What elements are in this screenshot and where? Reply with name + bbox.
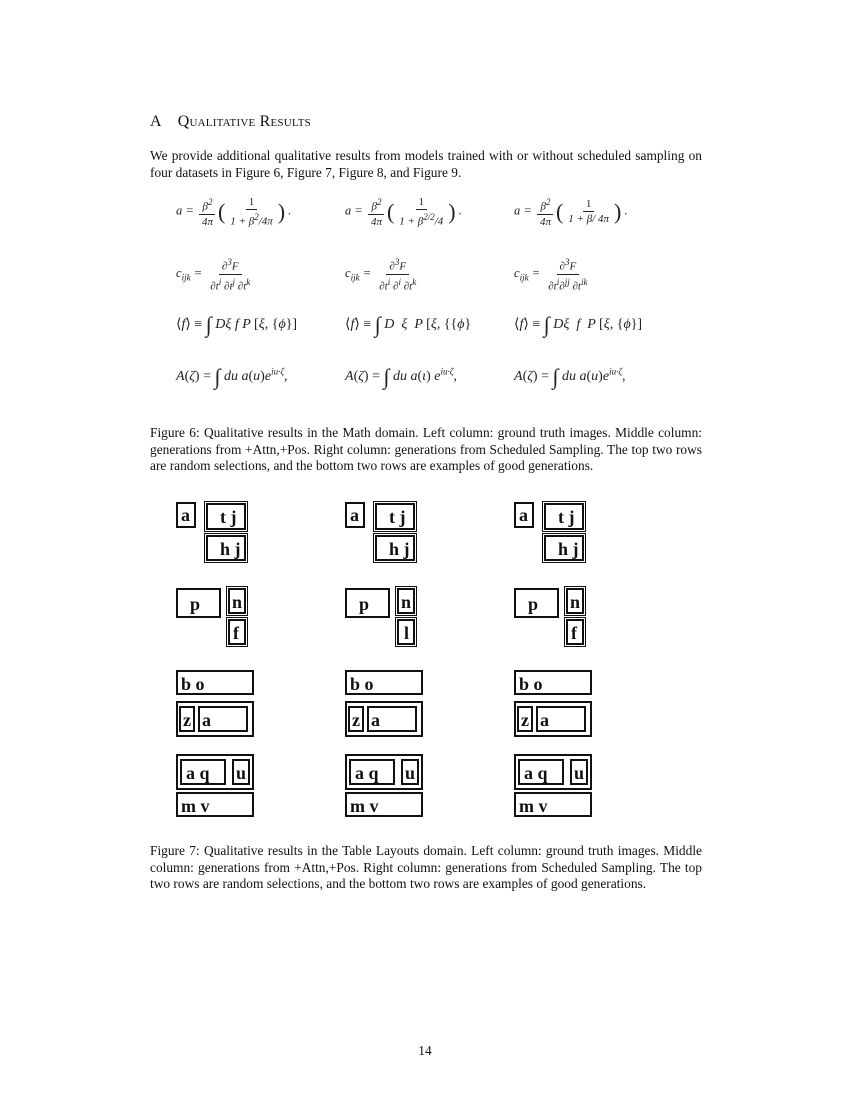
math-eq-r4-attn-pos: A(ζ) = ∫ du a(ι) $e^{iu\cdot\zeta}$,: [345, 364, 457, 389]
table-col-scheduled: a t j h j p n f b o z a a q u m v: [514, 500, 614, 820]
intro-paragraph: We provide additional qualitative results from models trained with or without scheduled sampling on four datasets in Figure 6, Figure 7, Figure 8, and Figure 9.: [150, 148, 702, 180]
section-title: [150, 113, 311, 131]
section-number: A: [150, 113, 162, 130]
figure-6-caption: Figure 6: Qualitative results in the Math domain. Left column: ground truth images. Middle column: generations from +Attn,+Pos. Right column: generations from Scheduled Sampling. The top two rows are random selections, and the bottom two rows are examples of good generations.: [150, 425, 702, 473]
math-eq-r1-ground-truth: a = $\frac{\beta^2}{4\pi}$ ( $\frac{1}{1 + \beta^2/4\pi}$ ) .: [176, 196, 292, 228]
math-eq-r2-attn-pos: $c_{ijk}$ = $\frac{\partial^3F}{\partial t^i \partial^i \partial t^k}$: [345, 257, 417, 293]
page-number: 14: [418, 1043, 432, 1058]
math-eq-r3-ground-truth: ⟨f⟩ ≡ ∫ Dξ f P [ξ, {ϕ}]: [176, 312, 298, 337]
table-col-ground-truth: a t j h j p n f b o z a a q u m v: [176, 500, 276, 820]
math-eq-r1-scheduled: a = $\frac{\beta^2}{4\pi}$ ( $\frac{1}{1 + \beta/ 4\pi}$ ) .: [514, 197, 628, 228]
table-col-attn-pos: a t j h j p n l b o z a a q u m v: [345, 500, 445, 820]
math-eq-r3-scheduled: ⟨f⟩ ≡ ∫ Dξ f P [ξ, {ϕ}]: [514, 312, 643, 337]
math-eq-r2-scheduled: $c_{ijk}$ = $\frac{\partial^3F}{\partial t^i\partial^{jj} \partial t^{ik}}$: [514, 257, 588, 293]
math-eq-r1-attn-pos: a = $\frac{\beta^2}{4\pi}$ ( $\frac{1}{1 + \beta^{2/2}/4}$ ) .: [345, 196, 462, 228]
math-eq-r4-scheduled: A(ζ) = ∫ du $a(u)e^{iu\cdot\zeta}$,: [514, 364, 626, 389]
math-eq-r3-attn-pos: ⟨f⟩ ≡ ∫ D ξ P [ξ, {{ϕ}: [345, 312, 472, 337]
math-eq-r4-ground-truth: A(ζ) = ∫ du $a(u)e^{iu\cdot\zeta}$,: [176, 364, 288, 389]
figure-7-caption: Figure 7: Qualitative results in the Table Layouts domain. Left column: ground truth images. Middle column: generations from +Attn,+Pos. Right column: generations from Scheduled Sampling. The top two rows are random selections, and the bottom two rows are examples of good generations.: [150, 843, 702, 891]
math-eq-r2-ground-truth: $c_{ijk}$ = $\frac{\partial^3F}{\partial t^i \partial t^j \partial t^k}$: [176, 257, 251, 293]
section-name: Qualitative Results: [177, 113, 311, 130]
